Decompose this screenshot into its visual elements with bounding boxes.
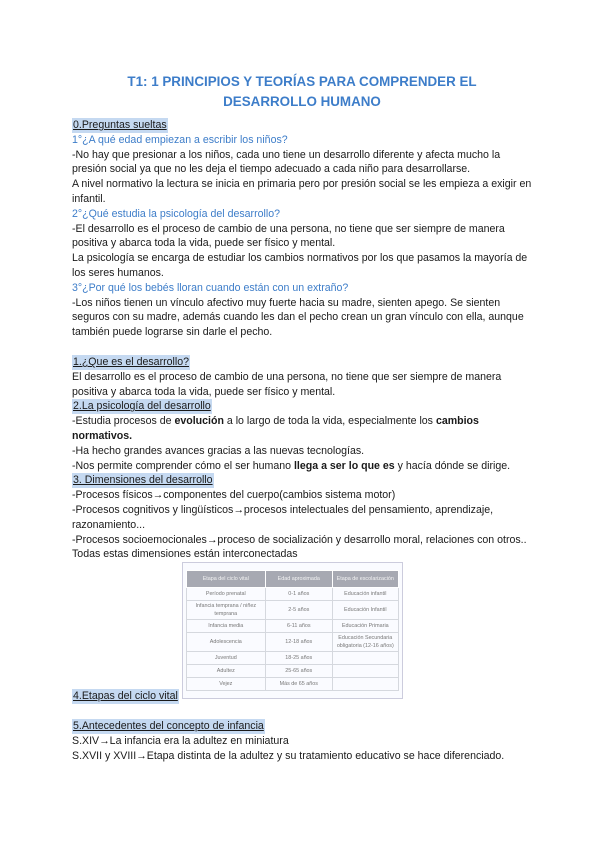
section-1 <box>72 355 532 399</box>
paragraph: Todas estas dimensiones están interconectadas <box>72 548 298 561</box>
section-0 <box>72 118 532 340</box>
section-heading: 1.¿Que es el desarrollo? <box>73 355 190 368</box>
question-3: 3°¿Por qué los bebés lloran cuando están con un extraño? <box>72 281 349 294</box>
section-heading: 5.Antecedentes del concepto de infancia <box>73 719 264 732</box>
table-cell: Educación Primaria <box>332 620 398 633</box>
question-1: 1°¿A qué edad empiezan a escribir los niños? <box>72 133 288 146</box>
table-cell: Educación Secundaria obligatoria (12-16 años) <box>332 633 398 652</box>
table-cell: Juventud <box>186 652 265 665</box>
paragraph: -Procesos socioemocionales→proceso de socialización y desarrollo moral, relaciones con otros.. <box>72 533 527 546</box>
table-cell: Período prenatal <box>186 588 265 601</box>
table-cell: Educación Infantil <box>332 601 398 620</box>
question-2: 2°¿Qué estudia la psicología del desarrollo? <box>72 207 280 220</box>
table-row <box>186 652 398 665</box>
paragraph: -Nos permite comprender cómo el ser humano llega a ser lo que es y hacía dónde se dirige. <box>72 459 511 472</box>
paragraph: S.XIV→La infancia era la adultez en miniatura <box>72 734 289 747</box>
paragraph: -Estudia procesos de evolución a lo largo de toda la vida, especialmente los cambios normativos. <box>72 415 479 442</box>
table-cell: Educación infantil <box>332 588 398 601</box>
section-heading: 0.Preguntas sueltas <box>73 119 167 131</box>
paragraph: -Ha hecho grandes avances gracias a las nuevas tecnologías. <box>72 444 365 457</box>
table-cell: 18-25 años <box>265 652 332 665</box>
document-title <box>72 72 532 112</box>
table-cell: Infancia temprana / niñez temprana <box>186 601 265 620</box>
paragraph: El desarrollo es el proceso de cambio de una persona, no tiene que ser siempre de manera positiva y abarca toda la vida, puede ser físico y mental. <box>72 370 502 398</box>
table-header: Edad aproximada <box>265 571 332 588</box>
table-header-row <box>186 571 398 588</box>
table-row <box>186 620 398 633</box>
answer-1a: -No hay que presionar a los niños, cada uno tiene un desarrollo diferente y afecta mucho la presión social ya que no les deja el tiempo adecuado a cada niño para desarrollarse. <box>72 148 501 176</box>
table-row <box>186 588 398 601</box>
table-cell: Adultez <box>186 665 265 678</box>
table-cell <box>332 665 398 678</box>
document-page <box>72 72 532 763</box>
table-row <box>186 633 398 652</box>
section-2 <box>72 399 532 473</box>
table-header: Etapa de escolarización <box>332 571 398 588</box>
answer-2a: -El desarrollo es el proceso de cambio de una persona, no tiene que ser siempre de manera positiva y abarca toda la vida, puede ser físico y mental. <box>72 222 505 250</box>
table-cell: 6-11 años <box>265 620 332 633</box>
section-5 <box>72 719 532 763</box>
answer-2b: La psicología se encarga de estudiar los cambios normativos por los que pasamos la mayoría de los seres humanos. <box>72 252 528 279</box>
life-cycle-table-image <box>182 562 403 699</box>
title-line-2: DESARROLLO HUMANO <box>223 94 381 109</box>
section-4 <box>72 562 532 704</box>
section-heading: 2.La psicología del desarrollo <box>73 400 211 413</box>
table-cell <box>332 652 398 665</box>
table-row <box>186 601 398 620</box>
table-cell: Infancia media <box>186 620 265 633</box>
table-cell: 25-65 años <box>265 665 332 678</box>
paragraph: -Procesos cognitivos y lingüísticos→procesos intelectuales del pensamiento, aprendizaje, razonamiento... <box>72 503 494 531</box>
table-cell: 12-18 años <box>265 633 332 652</box>
paragraph: -Procesos físicos→componentes del cuerpo(cambios sistema motor) <box>72 489 396 502</box>
title-line-1: T1: 1 PRINCIPIOS Y TEORÍAS PARA COMPRENDER EL <box>127 74 477 89</box>
table-cell: Adolescencia <box>186 633 265 652</box>
section-heading: 3. Dimensiones del desarrollo <box>73 474 213 487</box>
table-cell: 0-1 años <box>265 588 332 601</box>
section-heading: 4.Etapas del ciclo vital <box>73 690 178 703</box>
table-cell: Más de 65 años <box>265 678 332 691</box>
section-3 <box>72 473 532 562</box>
life-cycle-table <box>186 570 399 691</box>
table-cell: 2-5 años <box>265 601 332 620</box>
table-cell <box>332 678 398 691</box>
table-header: Etapa del ciclo vital <box>186 571 265 588</box>
answer-3: -Los niños tienen un vínculo afectivo muy fuerte hacia su madre, sienten apego. Se sienten seguros con su madre, además cuando les dan el pecho crean un gran vínculo con ella, aunque también puede lograrse sin darle el pecho. <box>72 296 524 339</box>
table-cell: Vejez <box>186 678 265 691</box>
paragraph: S.XVII y XVIII→Etapa distinta de la adultez y su tratamiento educativo se hace diferenciado. <box>72 749 505 762</box>
table-row <box>186 678 398 691</box>
table-row <box>186 665 398 678</box>
answer-1b: A nivel normativo la lectura se inicia en primaria pero por presión social se les empieza a exigir en infantil. <box>72 178 532 205</box>
